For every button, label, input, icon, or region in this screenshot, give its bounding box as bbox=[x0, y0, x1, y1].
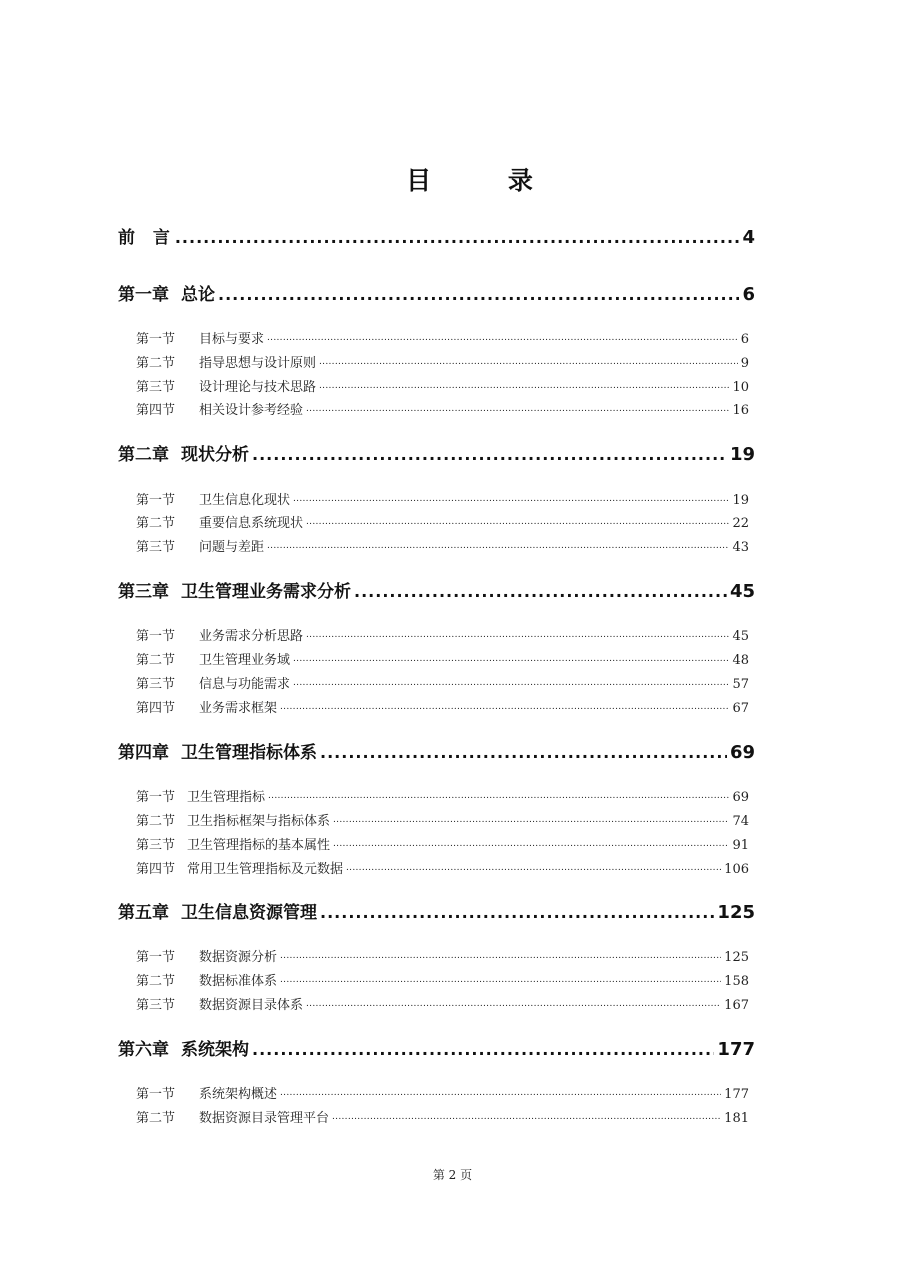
chapter-title: 总论 bbox=[181, 285, 215, 305]
section-page: 91 bbox=[732, 838, 749, 853]
section-title: 重要信息系统现状 bbox=[199, 516, 304, 531]
section-page: 158 bbox=[724, 974, 749, 989]
section-page: 69 bbox=[732, 790, 749, 805]
section-number: 第三节 bbox=[136, 380, 176, 395]
section-title: 相关设计参考经验 bbox=[199, 403, 304, 418]
dot-leader bbox=[267, 329, 738, 347]
dot-leader bbox=[268, 787, 729, 805]
preface-label: 前 言 bbox=[118, 228, 172, 248]
section-page: 125 bbox=[724, 950, 749, 965]
chapter-page: 177 bbox=[717, 1039, 755, 1060]
section-page: 43 bbox=[732, 540, 749, 555]
section-number: 第一节 bbox=[136, 629, 176, 644]
dot-leader bbox=[218, 283, 739, 307]
dot-leader bbox=[293, 674, 729, 692]
chapter-number: 第三章 bbox=[118, 582, 169, 602]
toc-section[interactable] bbox=[136, 513, 749, 533]
chapter-title: 卫生管理业务需求分析 bbox=[181, 582, 351, 602]
section-title: 问题与差距 bbox=[199, 540, 265, 555]
section-page: 177 bbox=[724, 1087, 749, 1102]
section-page: 10 bbox=[732, 380, 749, 395]
toc-section[interactable] bbox=[136, 490, 749, 510]
dot-leader bbox=[252, 1038, 714, 1062]
section-number: 第二节 bbox=[136, 1111, 176, 1126]
section-number: 第一节 bbox=[136, 332, 176, 347]
section-number: 第四节 bbox=[136, 701, 176, 716]
section-number: 第一节 bbox=[136, 950, 176, 965]
toc-section[interactable] bbox=[136, 698, 749, 718]
section-page: 19 bbox=[732, 493, 749, 508]
toc-section[interactable] bbox=[136, 835, 749, 855]
toc-chapter[interactable] bbox=[118, 741, 755, 765]
toc-preface[interactable] bbox=[118, 226, 755, 250]
page-footer: 第 2 页 bbox=[432, 1168, 473, 1182]
section-number: 第二节 bbox=[136, 516, 176, 531]
toc-chapter[interactable] bbox=[118, 580, 755, 604]
toc-section[interactable] bbox=[136, 537, 749, 557]
dot-leader bbox=[280, 1084, 721, 1102]
toc-section[interactable] bbox=[136, 626, 749, 646]
chapter-title: 系统架构 bbox=[181, 1040, 249, 1060]
section-title: 卫生管理指标的基本属性 bbox=[187, 838, 331, 853]
section-number: 第一节 bbox=[136, 493, 176, 508]
toc-section[interactable] bbox=[136, 859, 749, 879]
dot-leader bbox=[319, 353, 738, 371]
chapter-title: 现状分析 bbox=[181, 445, 249, 465]
toc-section[interactable] bbox=[136, 971, 749, 991]
dot-leader bbox=[306, 995, 721, 1013]
preface-page: 4 bbox=[742, 227, 755, 248]
toc-section[interactable] bbox=[136, 353, 749, 373]
section-page: 67 bbox=[732, 701, 749, 716]
dot-leader bbox=[280, 698, 729, 716]
chapter-page: 45 bbox=[729, 581, 755, 602]
dot-leader bbox=[332, 1108, 721, 1126]
chapter-number: 第一章 bbox=[118, 285, 169, 305]
section-title: 设计理论与技术思路 bbox=[199, 380, 317, 395]
chapter-title: 卫生信息资源管理 bbox=[181, 903, 317, 923]
section-title: 卫生信息化现状 bbox=[199, 493, 291, 508]
section-page: 16 bbox=[732, 403, 749, 418]
section-title: 目标与要求 bbox=[199, 332, 265, 347]
section-number: 第四节 bbox=[136, 403, 176, 418]
section-title: 系统架构概述 bbox=[199, 1087, 278, 1102]
section-page: 48 bbox=[732, 653, 749, 668]
section-page: 74 bbox=[732, 814, 749, 829]
section-title: 数据资源目录体系 bbox=[199, 998, 304, 1013]
dot-leader bbox=[306, 626, 729, 644]
toc-section[interactable] bbox=[136, 947, 749, 967]
dot-leader bbox=[293, 650, 729, 668]
toc-section[interactable] bbox=[136, 811, 749, 831]
section-title: 业务需求分析思路 bbox=[199, 629, 304, 644]
section-number: 第三节 bbox=[136, 540, 176, 555]
dot-leader bbox=[346, 859, 721, 877]
dot-leader bbox=[267, 537, 729, 555]
section-title: 信息与功能需求 bbox=[199, 677, 291, 692]
section-title: 指导思想与设计原则 bbox=[199, 356, 317, 371]
section-number: 第三节 bbox=[136, 998, 176, 1013]
toc-section[interactable] bbox=[136, 674, 749, 694]
chapter-number: 第六章 bbox=[118, 1040, 169, 1060]
dot-leader bbox=[252, 443, 727, 467]
dot-leader bbox=[306, 400, 729, 418]
chapter-page: 69 bbox=[729, 742, 755, 763]
section-number: 第一节 bbox=[136, 790, 176, 805]
chapter-page: 6 bbox=[742, 284, 755, 305]
section-page: 181 bbox=[724, 1111, 749, 1126]
section-title: 卫生管理业务域 bbox=[199, 653, 291, 668]
section-page: 9 bbox=[740, 356, 749, 371]
chapter-number: 第二章 bbox=[118, 445, 169, 465]
section-number: 第二节 bbox=[136, 974, 176, 989]
section-number: 第四节 bbox=[136, 862, 176, 877]
toc-section[interactable] bbox=[136, 400, 749, 420]
section-page: 57 bbox=[732, 677, 749, 692]
section-title: 数据标准体系 bbox=[199, 974, 278, 989]
dot-leader bbox=[320, 901, 714, 925]
section-number: 第二节 bbox=[136, 356, 176, 371]
section-page: 6 bbox=[740, 332, 749, 347]
dot-leader bbox=[333, 835, 729, 853]
dot-leader bbox=[354, 580, 727, 604]
section-number: 第三节 bbox=[136, 677, 176, 692]
dot-leader bbox=[320, 741, 727, 765]
dot-leader bbox=[280, 947, 721, 965]
section-title: 业务需求框架 bbox=[199, 701, 278, 716]
section-page: 22 bbox=[732, 516, 749, 531]
section-title: 卫生管理指标 bbox=[187, 790, 266, 805]
dot-leader bbox=[293, 490, 729, 508]
section-title: 卫生指标框架与指标体系 bbox=[187, 814, 331, 829]
toc-section[interactable] bbox=[136, 787, 749, 807]
chapter-page: 125 bbox=[717, 902, 755, 923]
toc-section[interactable] bbox=[136, 1108, 749, 1128]
toc-section[interactable] bbox=[136, 1084, 749, 1104]
section-title: 数据资源目录管理平台 bbox=[199, 1111, 330, 1126]
chapter-title: 卫生管理指标体系 bbox=[181, 743, 317, 763]
section-page: 106 bbox=[724, 862, 749, 877]
dot-leader bbox=[175, 226, 740, 250]
section-title: 数据资源分析 bbox=[199, 950, 278, 965]
toc-chapter[interactable] bbox=[118, 443, 755, 467]
dot-leader bbox=[306, 513, 729, 531]
section-number: 第二节 bbox=[136, 814, 176, 829]
dot-leader bbox=[280, 971, 721, 989]
toc-section[interactable] bbox=[136, 995, 749, 1015]
section-number: 第三节 bbox=[136, 838, 176, 853]
section-page: 45 bbox=[732, 629, 749, 644]
toc-chapter[interactable] bbox=[118, 283, 755, 307]
section-number: 第一节 bbox=[136, 1087, 176, 1102]
section-title: 常用卫生管理指标及元数据 bbox=[187, 862, 344, 877]
page-title: 目 录 bbox=[406, 166, 567, 195]
section-number: 第二节 bbox=[136, 653, 176, 668]
toc-section[interactable] bbox=[136, 329, 749, 349]
chapter-number: 第五章 bbox=[118, 903, 169, 923]
chapter-number: 第四章 bbox=[118, 743, 169, 763]
toc-chapter[interactable] bbox=[118, 901, 755, 925]
chapter-page: 19 bbox=[729, 444, 755, 465]
toc-chapter[interactable] bbox=[118, 1038, 755, 1062]
section-page: 167 bbox=[724, 998, 749, 1013]
toc-section[interactable] bbox=[136, 377, 749, 397]
toc-section[interactable] bbox=[136, 650, 749, 670]
dot-leader bbox=[333, 811, 729, 829]
dot-leader bbox=[319, 377, 729, 395]
